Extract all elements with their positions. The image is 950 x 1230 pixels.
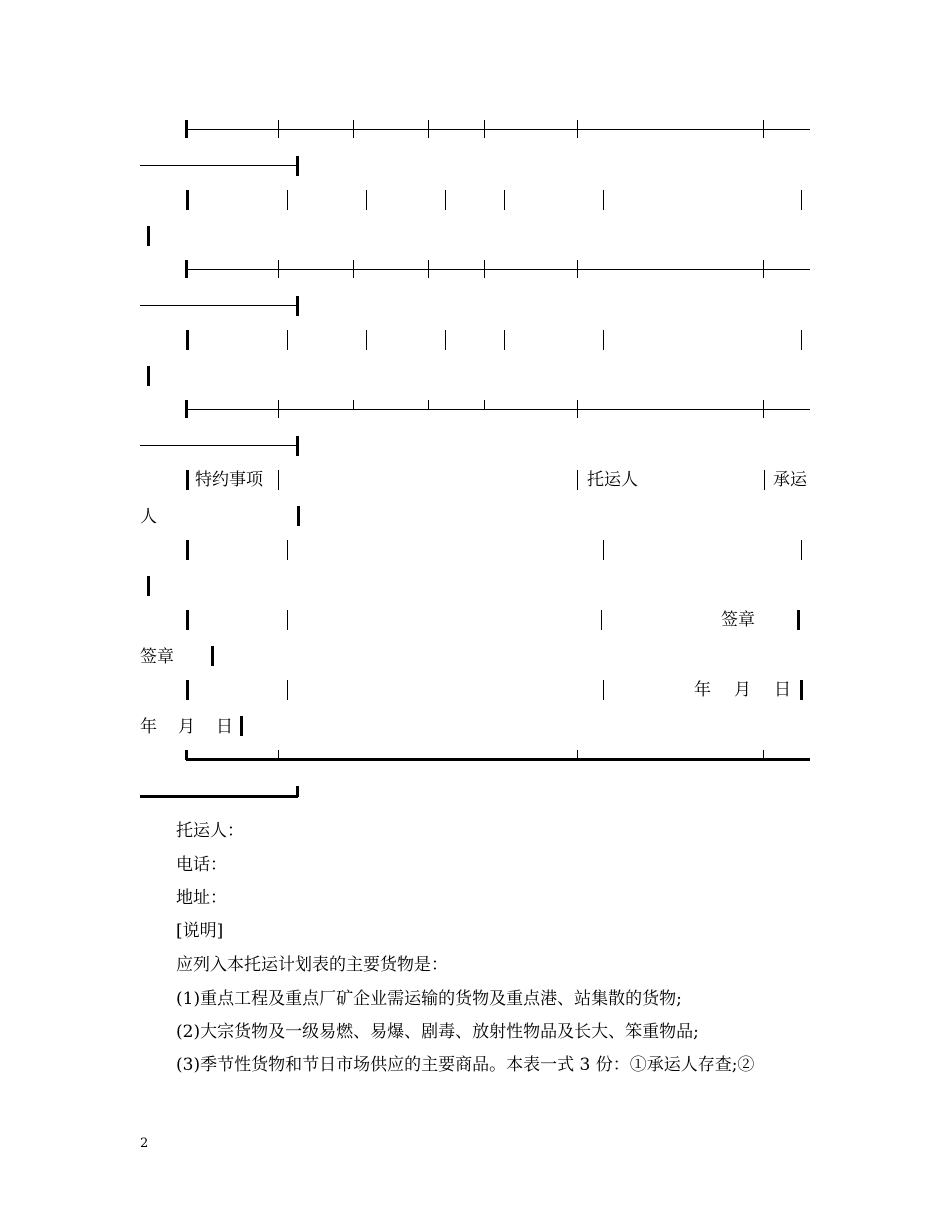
table-cell-border — [603, 190, 604, 210]
table-tick — [763, 750, 764, 760]
table-corner — [185, 120, 188, 138]
table-cell-border — [504, 190, 505, 210]
table-bottom-rule — [140, 795, 298, 798]
footer-address: 地址： — [176, 888, 227, 908]
table-cell-border — [186, 680, 189, 700]
table-cell-border — [186, 610, 189, 630]
notes-item-1: (1)重点工程及重点厂矿企业需运输的货物及重点港、站集散的货物; — [176, 989, 682, 1009]
table-cell-border — [366, 330, 367, 350]
table-tick — [278, 750, 279, 760]
table-cell-border — [287, 330, 288, 350]
notes-intro: 应列入本托运计划表的主要货物是： — [176, 955, 448, 975]
table-cell-border — [186, 190, 189, 210]
table-tick — [484, 260, 485, 278]
table-cell-border — [764, 470, 765, 490]
table-cell-border — [366, 190, 367, 210]
table-cell-border — [186, 540, 189, 560]
table-cell-border — [297, 506, 300, 526]
table-cell-border — [287, 680, 288, 700]
special-terms-label: 特约事项 — [195, 470, 263, 490]
table-corner — [296, 436, 299, 456]
table-cell-border — [186, 330, 189, 350]
table-rule — [186, 129, 810, 130]
table-rule — [140, 445, 298, 446]
table-corner — [296, 296, 299, 316]
carrier-date-year: 年 — [140, 717, 157, 737]
table-cell-border — [147, 366, 150, 386]
table-tick — [353, 120, 354, 138]
notes-item-3: (3)季节性货物和节日市场供应的主要商品。本表一式 3 份：①承运人存查;② — [176, 1055, 755, 1075]
shipper-date-month: 月 — [734, 680, 751, 700]
table-rule — [186, 409, 810, 410]
table-cell-border — [601, 610, 602, 630]
table-cell-border — [147, 576, 150, 596]
table-cell-border — [504, 330, 505, 350]
table-cell-border — [211, 646, 214, 666]
table-tick — [763, 260, 764, 278]
notes-item-2: (2)大宗货物及一级易燃、易爆、剧毒、放射性物品及长大、笨重物品; — [176, 1022, 699, 1042]
table-cell-border — [240, 716, 243, 736]
table-rule — [186, 269, 810, 270]
table-cell-border — [147, 226, 150, 246]
table-tick — [577, 750, 578, 760]
table-tick — [428, 400, 429, 409]
shipper-label: 托运人 — [587, 470, 638, 490]
table-corner — [185, 400, 188, 418]
table-tick — [428, 260, 429, 278]
table-tick — [763, 120, 764, 138]
carrier-label-wrap: 人 — [140, 507, 157, 527]
table-cell-border — [801, 540, 802, 560]
table-tick — [353, 260, 354, 278]
table-cell-border — [287, 540, 288, 560]
table-cell-border — [445, 330, 446, 350]
carrier-date-day: 日 — [216, 717, 233, 737]
table-tick — [763, 400, 764, 418]
table-cell-border — [800, 680, 803, 700]
table-tick — [278, 260, 279, 278]
table-tick — [577, 120, 578, 138]
carrier-seal-label: 签章 — [140, 647, 174, 667]
carrier-date-month: 月 — [178, 717, 195, 737]
table-tick — [278, 400, 279, 418]
table-bottom-rule — [186, 758, 810, 761]
table-cell-border — [801, 190, 802, 210]
table-cell-border — [603, 330, 604, 350]
table-tick — [484, 120, 485, 138]
table-cell-border — [186, 470, 189, 490]
table-cell-border — [445, 190, 446, 210]
table-cell-border — [287, 610, 288, 630]
table-corner — [296, 156, 299, 176]
table-tick — [577, 260, 578, 278]
table-tick — [278, 120, 279, 138]
table-cell-border — [603, 680, 604, 700]
table-cell-border — [287, 190, 288, 210]
table-cell-border — [278, 470, 279, 490]
table-cell-border — [603, 540, 604, 560]
table-cell-border — [801, 330, 802, 350]
table-corner — [185, 260, 188, 278]
shipper-date-year: 年 — [694, 680, 711, 700]
table-cell-border — [577, 470, 578, 490]
table-tick — [428, 120, 429, 138]
table-rule — [140, 305, 298, 306]
table-tick — [577, 400, 578, 418]
table-tick — [353, 400, 354, 409]
notes-heading: [说明] — [176, 921, 224, 941]
footer-shipper: 托运人： — [176, 821, 244, 841]
footer-phone: 电话： — [176, 855, 227, 875]
carrier-label: 承运 — [773, 470, 807, 490]
shipper-seal-label: 签章 — [721, 610, 755, 630]
table-cell-border — [797, 610, 800, 630]
table-rule — [140, 165, 298, 166]
table-corner — [296, 786, 299, 797]
table-tick — [484, 400, 485, 409]
shipper-date-day: 日 — [774, 680, 791, 700]
page-number: 2 — [140, 1136, 149, 1151]
